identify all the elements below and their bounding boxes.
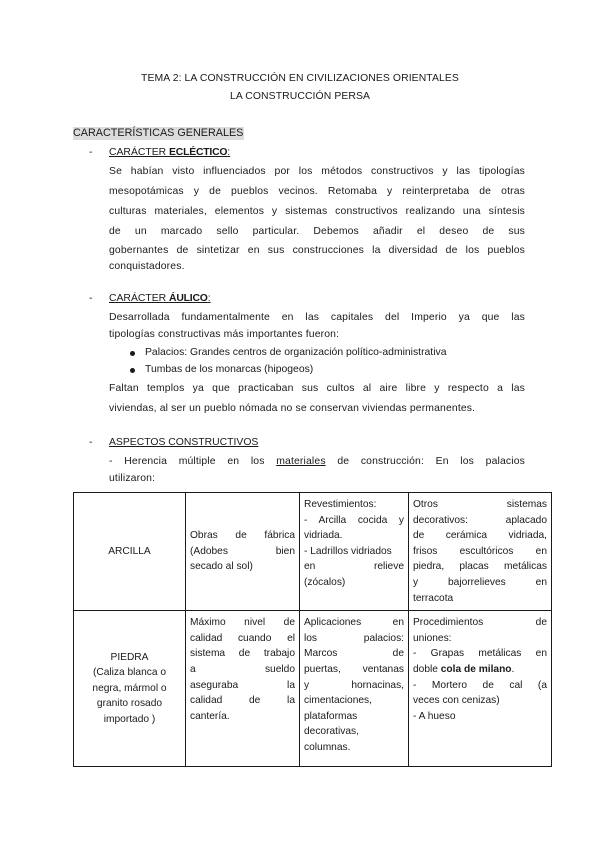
cell-line: (zócalos)	[304, 576, 346, 588]
paragraph-line: conquistadores.	[109, 261, 185, 272]
bullet-icon	[130, 368, 135, 373]
cell-line: (Adobes bien	[190, 545, 295, 557]
cell-text: ARCILLA	[108, 545, 151, 557]
heading-prefix: CARÁCTER	[109, 293, 170, 304]
paragraph-line: utilizaron:	[109, 473, 156, 484]
cell-line: decorativas,	[304, 726, 359, 738]
table-cell	[186, 611, 300, 767]
cell-line: cantería.	[190, 710, 230, 722]
document-title: TEMA 2: LA CONSTRUCCIÓN EN CIVILIZACIONES ORIENTALES	[141, 73, 459, 84]
cell-line: - Grapas metálicas en	[413, 648, 547, 660]
cell-line: Máximo nivel de	[190, 617, 295, 629]
bullet-item: Palacios: Grandes centros de organización político-administrativa	[145, 347, 447, 358]
cell-line: - Mortero de cal (a	[413, 679, 547, 691]
paragraph-line: Faltan templos ya que practicaban sus cultos al aire libre y respecto a las	[109, 383, 525, 394]
cell-line: - Arcilla cocida y	[304, 514, 404, 526]
cell-line: importado )	[103, 714, 156, 726]
cell-bold-text: cola de milano	[440, 663, 512, 675]
cell-line: Obras de fábrica	[190, 530, 295, 542]
heading-prefix: CARÁCTER	[109, 147, 170, 158]
bullet-item: Tumbas de los monarcas (hipogeos)	[145, 364, 314, 375]
cell-line: a sueldo	[190, 663, 295, 675]
cell-line: Aplicaciones en	[304, 617, 404, 629]
cell-line: - Ladrillos vidriados	[304, 545, 392, 557]
cell-line: granito rosado	[96, 698, 163, 710]
document-subtitle: LA CONSTRUCCIÓN PERSA	[229, 91, 371, 102]
table-cell	[186, 493, 300, 611]
cell-line: vidriada.	[304, 530, 343, 542]
cell-line: terracota	[413, 592, 454, 604]
paragraph-line: viviendas, al ser un pueblo nómada no se conservan viviendas permanentes.	[109, 403, 476, 414]
table-row	[74, 493, 552, 611]
cell-line: Marcos de	[304, 648, 404, 660]
cell-line: columnas.	[304, 741, 351, 753]
materials-table	[73, 492, 552, 767]
paragraph-line: mesopotámicas y de pueblos vecinos. Retomaba y reinterpretaba de otras	[109, 186, 525, 197]
cell-line: y bajorrelieves en	[413, 576, 547, 588]
heading-suffix: :	[207, 293, 211, 304]
cell-line: decorativos: aplacado	[413, 514, 547, 526]
cell-line: PIEDRA	[110, 651, 149, 663]
cell-line: y hornacinas,	[304, 679, 404, 691]
table-cell	[409, 611, 552, 767]
cell-line	[413, 662, 547, 678]
list-dash: -	[89, 293, 93, 304]
table-row	[74, 611, 552, 767]
table-cell	[409, 493, 552, 611]
paragraph-line: culturas materiales, elementos y sistemas constructivos realizando una síntesis	[109, 206, 525, 217]
table-cell	[300, 493, 409, 611]
paragraph-line: tipologías constructivas más importantes fueron:	[109, 329, 340, 340]
cell-line: veces con cenizas)	[413, 695, 500, 707]
cell-text: .	[511, 663, 515, 675]
cell-line: plataformas	[304, 710, 358, 722]
cell-line: sistema de trabajo	[190, 648, 295, 660]
cell-line: (Caliza blanca o	[92, 667, 167, 679]
cell-line: piedra, placas metálicas	[413, 561, 547, 573]
cell-line: secado al sol)	[190, 561, 253, 573]
eclectic-heading	[109, 148, 230, 158]
cell-line: aseguraba la	[190, 679, 295, 691]
cell-line: Revestimientos:	[304, 499, 377, 510]
paragraph-line: Desarrollada fundamentalmente en las capitales del Imperio ya que las	[109, 312, 525, 323]
paragraph-line: Se habían visto influenciados por los métodos constructivos y las tipologías	[109, 166, 525, 177]
cell-line: - A hueso	[413, 710, 456, 722]
intro-text: de construcción: En los palacios	[325, 456, 526, 467]
cell-line: negra, mármol o	[92, 682, 167, 694]
paragraph-line: gobernantes de sintetizar en sus construcciones la diversidad de los pueblos	[109, 245, 525, 256]
table-cell	[300, 611, 409, 767]
table-cell	[74, 493, 186, 611]
cell-line: Otros sistemas	[413, 499, 547, 510]
cell-line: uniones:	[413, 632, 452, 644]
table-cell	[74, 611, 186, 767]
cell-line: calidad cuando el	[190, 632, 295, 644]
cell-line: los palacios:	[304, 632, 404, 644]
heading-suffix: :	[227, 147, 231, 158]
intro-underlined: materiales	[276, 456, 326, 467]
cell-line: calidad de la	[190, 695, 295, 707]
cell-line: de cerámica vidriada,	[413, 530, 547, 542]
cell-text: doble	[413, 663, 441, 675]
cell-line: frisos escultóricos en	[413, 545, 547, 557]
heading-bold: ÁULICO	[169, 293, 208, 304]
list-dash: -	[89, 147, 93, 158]
list-dash: -	[89, 437, 93, 448]
paragraph-line: de un marcado sello particular. Debemos añadir el deseo de sus	[109, 226, 525, 237]
aulic-heading	[109, 294, 211, 304]
cell-line: cimentaciones,	[304, 695, 372, 707]
cell-line: Procedimientos de	[413, 617, 547, 629]
constructive-heading: ASPECTOS CONSTRUCTIVOS	[109, 437, 259, 448]
heading-bold: ECLÉCTICO	[169, 147, 228, 158]
section-heading: CARACTERÍSTICAS GENERALES	[73, 127, 244, 139]
paragraph-line	[109, 457, 525, 467]
intro-text: - Herencia múltiple en los	[109, 456, 277, 467]
cell-line: puertas, ventanas	[304, 663, 404, 675]
bullet-icon	[130, 351, 135, 356]
cell-line: en relieve	[304, 561, 404, 573]
